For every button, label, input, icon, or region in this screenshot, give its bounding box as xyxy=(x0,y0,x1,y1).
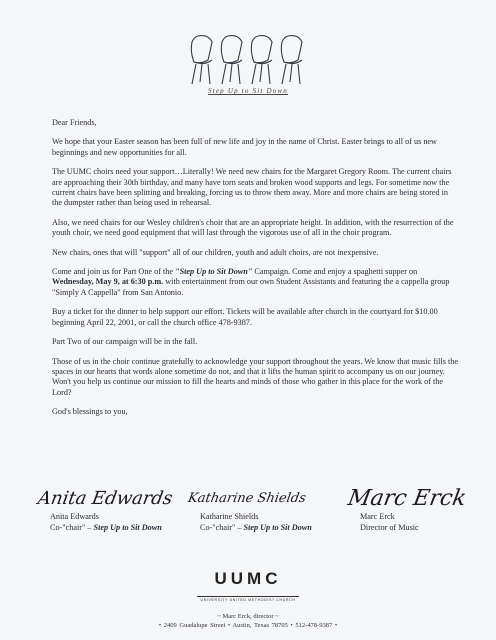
salutation: Dear Friends, xyxy=(52,118,97,127)
campaign-mid: Campaign. Come and enjoy a spaghetti supper on xyxy=(252,267,418,277)
signature-block xyxy=(0,486,496,556)
handwritten-signature: Anita Edwards xyxy=(36,488,175,509)
signer-name: Marc Erck xyxy=(360,512,395,521)
logo-tagline: Step Up to Sit Down xyxy=(208,87,288,95)
church-footer xyxy=(0,570,496,629)
signature-anita-edwards xyxy=(36,486,175,533)
chairs-icon xyxy=(180,34,316,86)
paragraph: Those of us in the choir continue gratefully to acknowledge your support throughout the years. We know that music fills the spaces in our hearts that words alone sometime do not, and that it lifts the human spirit to accompany us on our journey. Won't you help us continue our mission to fill the hearts and minds of those who gather in this place for the work of the Lord? xyxy=(52,356,458,397)
address-line: • 2409 Guadalupe Street • Austin, Texas 78705 • 512-478-9387 • xyxy=(158,622,338,629)
campaign-paragraph xyxy=(52,267,460,298)
event-date: Wednesday, May 9, at 6:30 p.m. xyxy=(52,277,164,287)
paragraph: We hope that your Easter season has been full of new life and joy in the name of Christ. Easter brings to all of us new beginnings and new opportunities for all. xyxy=(52,137,437,157)
paragraph: Also, we need chairs for our Wesley children's choir that are an appropriate height. In addition, with the resurrection of the youth choir, we need good equipment that will last through the vigorous use of all in the choir program. xyxy=(52,217,454,238)
director-line: ~ Marc Erck, director ~ xyxy=(217,613,279,620)
paragraph: Buy a ticket for the dinner to help support our effort. Tickets will be available after church in the courtyard for $10.00 beginning April 22, 2001, or call the church office 478-9387. xyxy=(52,307,438,327)
closing: God's blessings to you, xyxy=(52,407,128,417)
signer-title: Director of Music xyxy=(360,522,419,532)
signer-title: Co-"chair" – Step Up to Sit Down xyxy=(50,522,162,532)
chairs-logo xyxy=(0,0,496,100)
signer-name: Anita Edwards xyxy=(50,512,99,521)
church-logo: UUMC xyxy=(214,569,282,588)
letter-body xyxy=(52,118,460,427)
campaign-intro: Come and join us for Part One of the xyxy=(52,267,176,277)
handwritten-signature: Marc Erck xyxy=(345,486,468,511)
signature-katharine-shields xyxy=(188,486,312,533)
signer-name: Katharine Shields xyxy=(200,512,259,521)
paragraph: Part Two of our campaign will be in the fall. xyxy=(52,337,198,347)
campaign-rest: with entertainment from our own Student Assistants and featuring the a cappella group "Simply A Cappella" from San Antonio. xyxy=(52,277,450,297)
signature-marc-erck xyxy=(345,486,468,533)
paragraph: New chairs, ones that will "support" all of our children, youth and adult choirs, are not inexpensive. xyxy=(52,247,379,257)
campaign-name: "Step Up to Sit Down" xyxy=(175,267,253,277)
handwritten-signature: Katharine Shields xyxy=(186,491,308,506)
church-name: UNIVERSITY UNITED METHODIST CHURCH xyxy=(197,596,300,602)
paragraph: The UUMC choirs need your support…Literally! We need new chairs for the Margaret Gregory Room. The current chairs are approaching their 30th birthday, and many have torn seats and broken wood supports and legs. For sometime now the current chairs have been splitting and breaking, forcing us to throw them away. More and more chairs are being stored in the dumpster rather than being used in rehearsal. xyxy=(52,167,452,208)
signer-title: Co-"chair" – Step Up to Sit Down xyxy=(200,522,312,532)
